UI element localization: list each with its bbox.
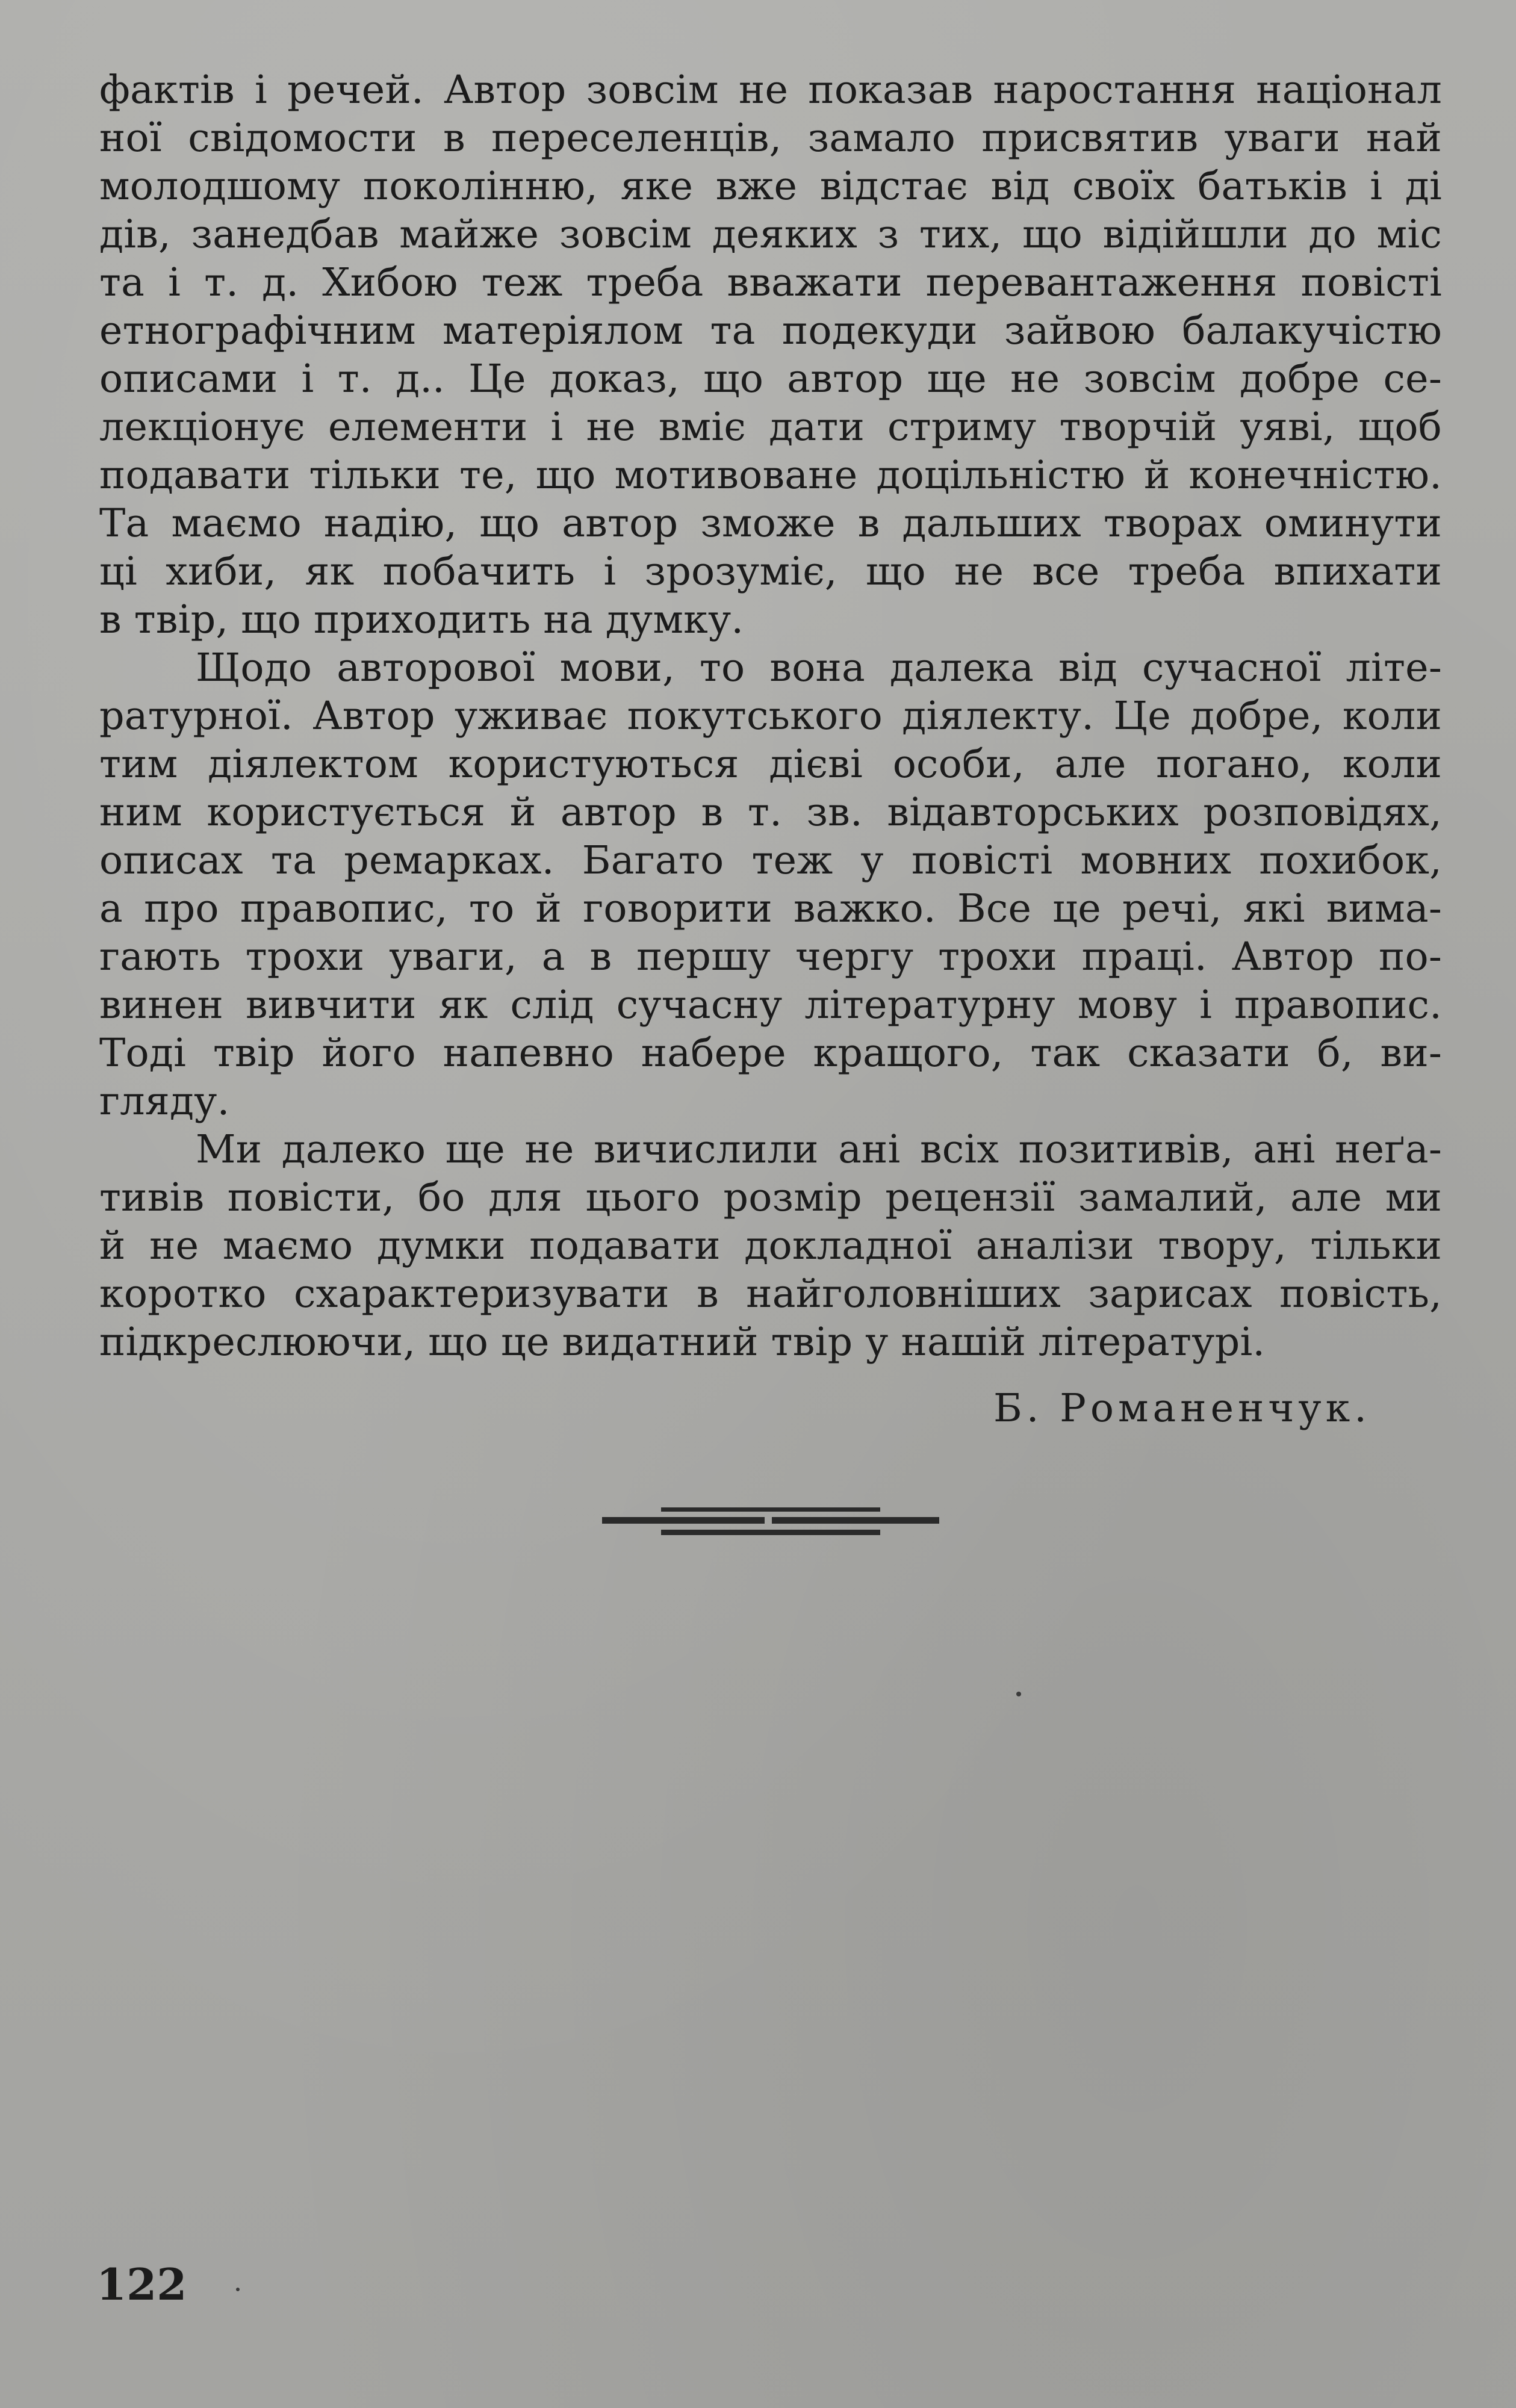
text-line: а про правопис, то й говорити важко. Все це речі, які вима- [99, 886, 1442, 931]
text-line: Тоді твір його напевно набере кращого, так сказати б, ви- [99, 1031, 1442, 1076]
text-line: молодшому поколінню, яке вже відстає від своїх батьків і ді [99, 164, 1442, 209]
section-divider [602, 1504, 939, 1547]
text-line: ратурної. Автор уживає покутського діялекту. Це добре, коли [99, 694, 1442, 739]
text-line: й не маємо думки подавати докладної аналізи твору, тільки [99, 1223, 1442, 1268]
text-line: дів, занедбав майже зовсім деяких з тих, що відійшли до міс [99, 212, 1442, 257]
print-speck [1016, 1692, 1021, 1696]
text-line: тим діялектом користуються дієві особи, але погано, коли [99, 742, 1442, 787]
text-line: гляду. [99, 1079, 230, 1124]
text-line: етнографічним матеріялом та подекуди зайвою балакучістю [99, 308, 1442, 353]
divider-rules-icon [602, 1504, 939, 1547]
text-line: ці хиби, як побачить і зрозуміє, що не все треба впихати [99, 549, 1442, 594]
text-line: винен вивчити як слід сучасну літературну мову і правопис. [99, 982, 1442, 1028]
text-line: Та маємо надію, що автор зможе в дальших творах оминути [99, 501, 1442, 546]
text-line: коротко схарактеризувати в найголовніших зарисах повість, [99, 1271, 1442, 1317]
page-number: 122 [96, 2259, 187, 2310]
text-line: гають трохи уваги, а в першу чергу трохи праці. Автор по- [99, 934, 1442, 979]
author-signature: Б. Романенчук. [993, 1386, 1371, 1431]
review-text [99, 66, 1442, 1367]
text-line: описах та ремарках. Багато теж у повісті мовних похибок, [99, 838, 1442, 883]
text-line: Ми далеко ще не вичислили ані всіх позитивів, ані неґа- [196, 1127, 1442, 1172]
print-speck [236, 2288, 240, 2291]
text-line: фактів і речей. Автор зовсім не показав наростання націонал [99, 67, 1442, 113]
text-line: в твір, що приходить на думку. [99, 597, 744, 642]
text-line: ної свідомости в переселенців, замало присвятив уваги най [99, 116, 1442, 161]
text-line: Щодо авторової мови, то вона далека від сучасної літе- [196, 645, 1442, 690]
text-line: підкреслюючи, що це видатний твір у нашій літературі. [99, 1320, 1266, 1365]
text-line: ним користується й автор в т. зв. відавторських розповідях, [99, 790, 1442, 835]
text-line: та і т. д. Хибою теж треба вважати перевантаження повісті [99, 260, 1442, 305]
text-line: описами і т. д.. Це доказ, що автор ще не зовсім добре се- [99, 356, 1442, 402]
text-line: тивів повісти, бо для цього розмір рецензії замалий, але ми [99, 1175, 1442, 1220]
text-line: подавати тільки те, що мотивоване доцільністю й конечністю. [99, 453, 1442, 498]
text-line: лекціонує елементи і не вміє дати стриму творчій уяві, щоб [99, 405, 1442, 450]
